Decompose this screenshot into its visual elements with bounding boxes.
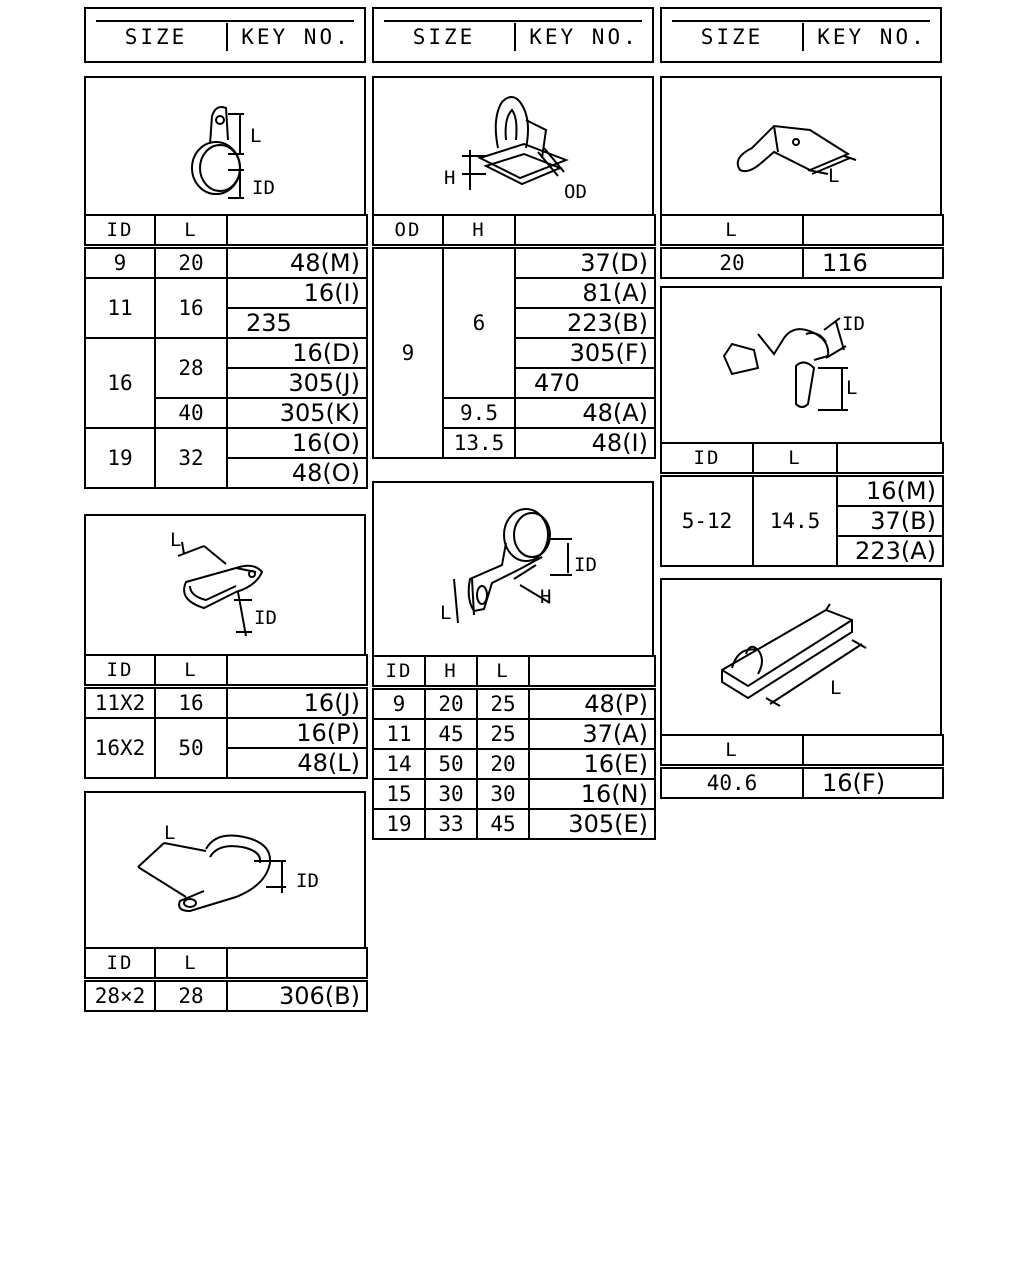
col-l-header: L (155, 215, 227, 247)
cell-id: 16X2 (85, 718, 155, 778)
dim-h-label: H (540, 586, 552, 608)
table-row (85, 687, 367, 719)
table-row (373, 809, 655, 839)
table-row (373, 688, 655, 720)
cell-l: 30 (477, 779, 529, 809)
clip8-block (660, 578, 942, 800)
cell-key: 48(M) (227, 247, 367, 279)
dim-l-label: L (846, 377, 858, 399)
dim-h-label: H (444, 167, 456, 189)
header-box-col3 (660, 7, 942, 63)
cell-key: 48(A) (515, 398, 655, 428)
cell-key: 305(J) (227, 368, 367, 398)
clip5-table (372, 655, 656, 840)
cell-h: 9.5 (443, 398, 515, 428)
col-key-header (837, 443, 943, 475)
col-l-header: L (753, 443, 837, 475)
standoff-clip-drawing (374, 483, 656, 659)
strap-clip-drawing (662, 580, 944, 738)
table-row (373, 247, 655, 279)
col-id-header: ID (373, 656, 425, 688)
clip4-figure (372, 76, 654, 216)
col-l-header: L (155, 948, 227, 980)
col-id-header: ID (661, 443, 753, 475)
col-key-header (529, 656, 655, 688)
header-key-label: KEY NO. (241, 25, 351, 49)
cell-key: 223(A) (837, 536, 943, 566)
dim-id-label: ID (252, 177, 275, 199)
col-key-header (515, 215, 655, 247)
cell-id: 19 (85, 428, 155, 488)
col-id-header: ID (85, 948, 155, 980)
table-row (85, 338, 367, 368)
col-h-header: H (425, 656, 477, 688)
cell-l: 20 (155, 247, 227, 279)
cell-l: 40.6 (661, 767, 803, 799)
table-row (85, 428, 367, 458)
cell-l: 28 (155, 980, 227, 1012)
cell-h: 13.5 (443, 428, 515, 458)
cell-id: 11 (85, 278, 155, 338)
header-box-col1 (84, 7, 366, 63)
clip7-table (660, 442, 944, 567)
table-row (85, 247, 367, 279)
header-box-col2 (372, 7, 654, 63)
cell-l: 20 (477, 749, 529, 779)
header-size-label: SIZE (700, 25, 764, 49)
dim-id-label: ID (254, 607, 277, 629)
table-row (85, 718, 367, 748)
col-key-header (803, 735, 943, 767)
cell-key: 16(N) (529, 779, 655, 809)
cell-id: 15 (373, 779, 425, 809)
clip2-table (84, 654, 368, 779)
table-row (85, 278, 367, 308)
push-in-clip-drawing (374, 78, 656, 218)
table-row (661, 767, 943, 799)
table-row (373, 779, 655, 809)
cell-key: 235 (227, 308, 367, 338)
dim-l-label: L (440, 602, 452, 624)
header-key-label: KEY NO. (529, 25, 639, 49)
cell-l: 45 (477, 809, 529, 839)
cell-key: 37(D) (515, 247, 655, 279)
table-row (661, 475, 943, 507)
col-key-header (227, 655, 367, 687)
cell-l: 32 (155, 428, 227, 488)
cell-key: 305(E) (529, 809, 655, 839)
clip1-figure (84, 76, 366, 216)
cell-l: 25 (477, 688, 529, 720)
cell-key: 48(L) (227, 748, 367, 778)
table-header-row (85, 655, 367, 687)
clip3-figure (84, 791, 366, 949)
col-l-header: L (661, 735, 803, 767)
clip7-block (660, 286, 942, 574)
cell-id: 28×2 (85, 980, 155, 1012)
col-key-header (227, 215, 367, 247)
clip7-figure (660, 286, 942, 444)
dim-l-label: L (828, 165, 840, 187)
cell-key: 305(K) (227, 398, 367, 428)
dim-od-label: OD (564, 181, 587, 203)
col-l-header: L (477, 656, 529, 688)
cell-h: 30 (425, 779, 477, 809)
clip8-table (660, 734, 944, 799)
cell-key: 16(M) (837, 475, 943, 507)
cell-key: 305(F) (515, 338, 655, 368)
table-header-row (661, 215, 943, 247)
col-od-header: OD (373, 215, 443, 247)
cell-id: 5-12 (661, 475, 753, 567)
cell-key: 116 (803, 247, 943, 279)
header-size-label: SIZE (124, 25, 188, 49)
cell-key: 16(O) (227, 428, 367, 458)
cell-key: 16(F) (803, 767, 943, 799)
col-l-header: L (155, 655, 227, 687)
col-id-header: ID (85, 655, 155, 687)
cell-l: 16 (155, 687, 227, 719)
clip5-figure (372, 481, 654, 657)
dim-l-label: L (164, 822, 176, 844)
dim-id-label: ID (842, 313, 865, 335)
clip2-figure (84, 514, 366, 656)
cell-id: 14 (373, 749, 425, 779)
clip6-table (660, 214, 944, 279)
header-rule (96, 20, 354, 22)
cell-key: 37(B) (837, 506, 943, 536)
cell-id: 9 (373, 688, 425, 720)
cell-key: 81(A) (515, 278, 655, 308)
dim-id-label: ID (296, 870, 319, 892)
table-row (373, 719, 655, 749)
cell-id: 9 (85, 247, 155, 279)
header-size-label: SIZE (412, 25, 476, 49)
cell-key: 16(J) (227, 687, 367, 719)
cell-h: 20 (425, 688, 477, 720)
cell-l: 28 (155, 338, 227, 398)
table-header-row (373, 656, 655, 688)
table-header-row (85, 948, 367, 980)
cell-l: 16 (155, 278, 227, 338)
cell-id: 19 (373, 809, 425, 839)
cell-key: 16(E) (529, 749, 655, 779)
table-header-row (85, 215, 367, 247)
col-id-header: ID (85, 215, 155, 247)
cell-key: 48(P) (529, 688, 655, 720)
col-l-header: L (661, 215, 803, 247)
clip6-block (660, 76, 942, 280)
clip4-table (372, 214, 656, 459)
col-key-header (227, 948, 367, 980)
clip3-block (84, 791, 366, 1013)
cell-key: 223(B) (515, 308, 655, 338)
table-row (85, 980, 367, 1012)
double-loop-clip-drawing (86, 516, 368, 658)
col-h-header: H (443, 215, 515, 247)
cell-id: 16 (85, 338, 155, 428)
table-row (661, 247, 943, 279)
cell-key: 16(P) (227, 718, 367, 748)
cell-h: 6 (443, 247, 515, 399)
cell-h: 33 (425, 809, 477, 839)
clip8-figure (660, 578, 942, 736)
clip5-block (372, 481, 654, 851)
cell-key: 37(A) (529, 719, 655, 749)
clip3-table (84, 947, 368, 1012)
clip2-block (84, 514, 366, 786)
header-rule (384, 20, 642, 22)
cell-l: 50 (155, 718, 227, 778)
cell-l: 40 (155, 398, 227, 428)
header-key-label: KEY NO. (817, 25, 927, 49)
table-header-row (661, 443, 943, 475)
dim-id-label: ID (574, 554, 597, 576)
cell-h: 45 (425, 719, 477, 749)
clip1-block (84, 76, 366, 508)
cell-key: 48(I) (515, 428, 655, 458)
dim-l-label: L (250, 125, 262, 147)
cell-l: 25 (477, 719, 529, 749)
clip4-block (372, 76, 654, 476)
clip1-table (84, 214, 368, 489)
dim-l-label: L (830, 677, 842, 699)
table-row (373, 749, 655, 779)
table-header-row (373, 215, 655, 247)
cell-key: 16(D) (227, 338, 367, 368)
flat-loop-clip-drawing (86, 793, 368, 951)
col-key-header (803, 215, 943, 247)
clip6-figure (660, 76, 942, 216)
cell-id: 11 (373, 719, 425, 749)
cell-l: 20 (661, 247, 803, 279)
band-clip-drawing (86, 78, 368, 218)
cell-key: 48(O) (227, 458, 367, 488)
cell-l: 14.5 (753, 475, 837, 567)
cell-key: 306(B) (227, 980, 367, 1012)
cell-key: 16(I) (227, 278, 367, 308)
header-rule (672, 20, 930, 22)
cell-id: 11X2 (85, 687, 155, 719)
dim-l-label: L (170, 529, 182, 551)
cell-od: 9 (373, 247, 443, 459)
hook-clip-drawing (662, 78, 944, 218)
table-header-row (661, 735, 943, 767)
cell-key: 470 (515, 368, 655, 398)
cell-h: 50 (425, 749, 477, 779)
anchor-loop-clip-drawing (662, 288, 944, 446)
